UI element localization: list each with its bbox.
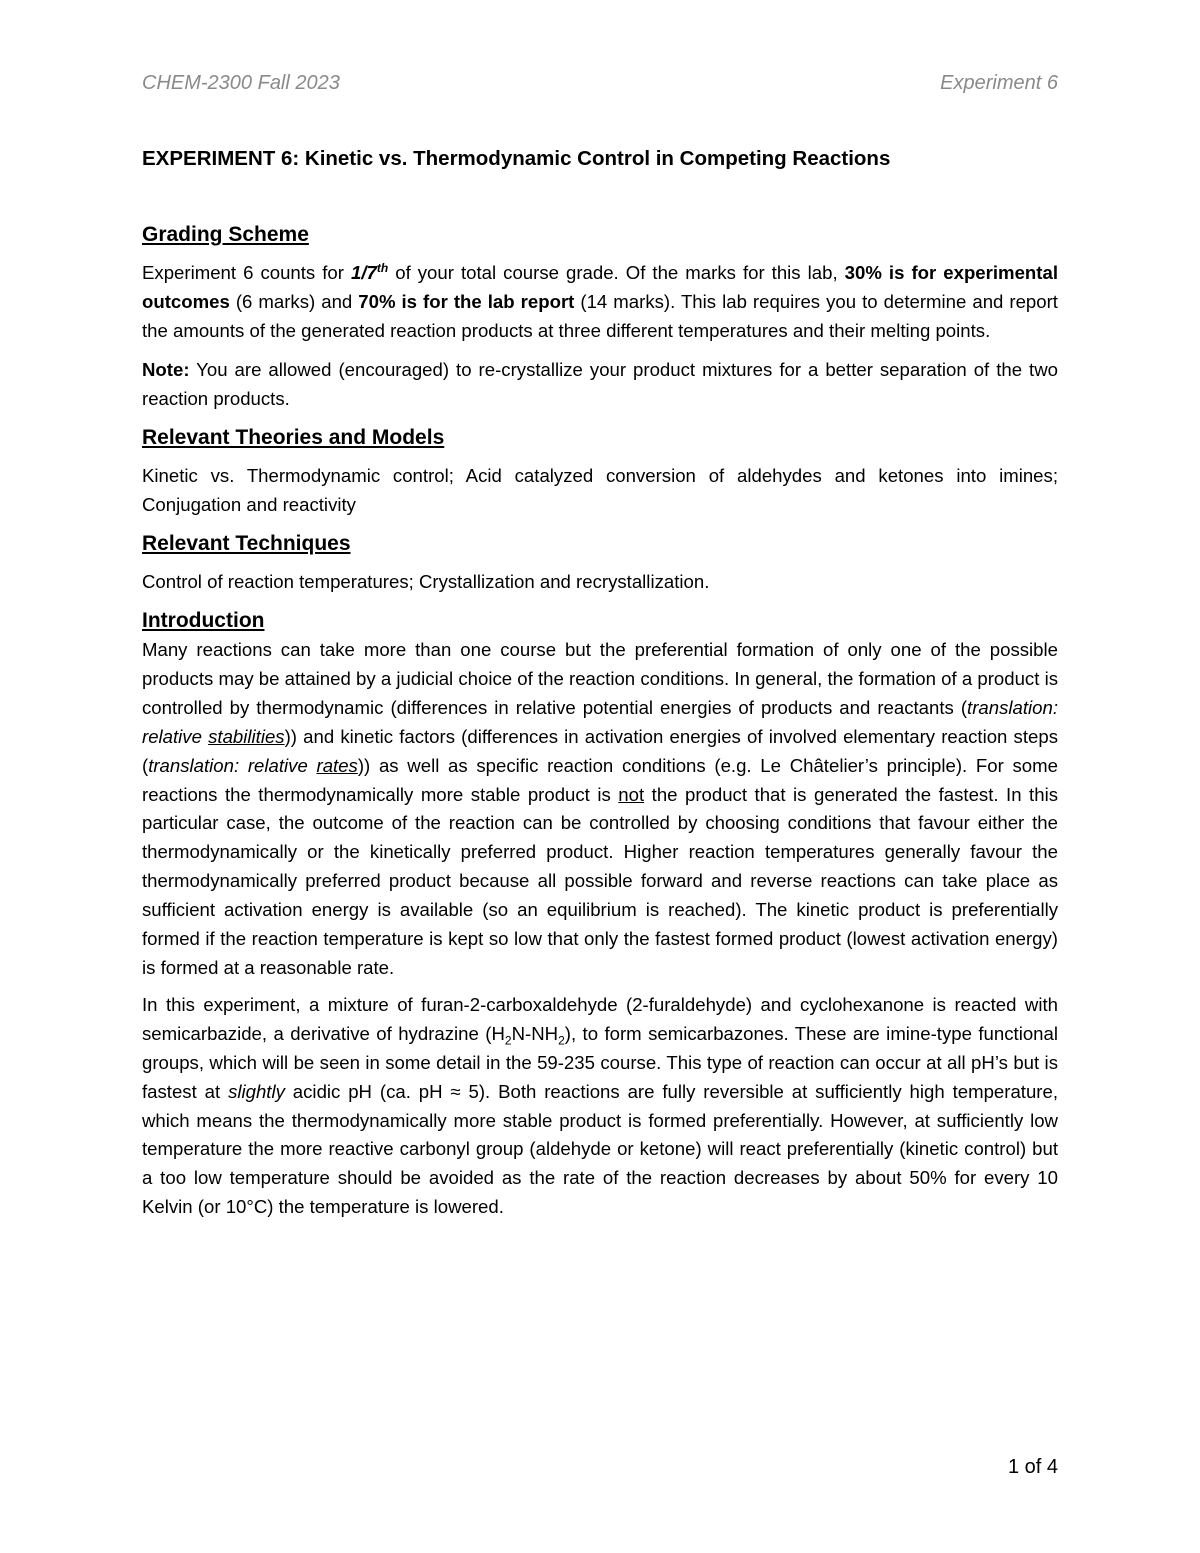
introduction-paragraph-1 (142, 636, 1058, 983)
italic-run (148, 755, 358, 776)
document-body (142, 142, 1058, 1230)
text-run: (6 marks) and (229, 291, 359, 312)
document-title: EXPERIMENT 6: Kinetic vs. Thermodynamic Control in Competing Reactions (142, 147, 891, 170)
text-run: In this experiment, a mixture of furan-2-carboxaldehyde (2-furaldehyde) and cyclohexanone is reacted with semicarbazide, a derivative of hydrazine (H (142, 993, 1058, 1044)
text-run: translation: relative (148, 754, 317, 776)
fraction: 1/7 (351, 262, 377, 283)
section-heading-grading: Grading Scheme (142, 223, 309, 246)
text-run: Experiment 6 counts for (142, 262, 351, 283)
text-run: the product that is generated the fastest. In this particular case, the outcome of the reaction can be controlled by choosing conditions that favour either the thermodynamically or the kinetically preferred product. Higher reaction temperatures generally favour the thermodynamically preferred product because all possible forward and reverse reactions can take place as sufficient activation energy is available (so an equilibrium is reached). The kinetic product is preferentially formed if the reaction temperature is kept so low that only the fastest formed product (lowest activation energy) is formed at a reasonable rate. (142, 783, 1058, 978)
text-run: N-NH (511, 1022, 559, 1044)
text-run: translation: relative (142, 696, 1058, 747)
bold-run: 30% is for experimental outcomes (142, 262, 1058, 312)
bold-run: 70% is for the lab report (358, 291, 575, 312)
subscript: 2 (504, 1033, 512, 1048)
section-heading-techniques: Relevant Techniques (142, 532, 351, 555)
page-header (142, 72, 1058, 102)
header-course: CHEM-2300 Fall 2023 (142, 72, 340, 94)
note-text: You are allowed (encouraged) to re-crystallize your product mixtures for a better separation of the two reaction products. (142, 359, 1058, 409)
text-run: acidic pH (ca. pH ≈ 5). Both reactions are fully reversible at sufficiently high temperature, which means the thermodynamically more stable product is formed preferentially. However, at sufficiently low temperature the more reactive carbonyl group (aldehyde or ketone) will react preferentially (kinetic control) but a too low temperature should be avoided as the rate of the reaction decreases by about 50% for every 10 Kelvin (or 10°C) the temperature is lowered. (142, 1080, 1058, 1218)
text-run: of your total course grade. Of the marks for this lab, (388, 262, 845, 283)
subscript: 2 (558, 1033, 565, 1048)
note-label: Note: (142, 359, 190, 380)
text-run: )) and kinetic factors (differences in activation energies of involved elementary reaction steps ( (142, 725, 1058, 776)
note-paragraph (142, 355, 1058, 413)
underlined-run: stabilities (208, 725, 285, 747)
text-run: )) as well as specific reaction conditions (e.g. Le Châtelier’s principle). For some reactions the thermodynamically more stable product is (142, 754, 1058, 805)
introduction-paragraph-2 (142, 991, 1058, 1222)
theories-paragraph: Kinetic vs. Thermodynamic control; Acid catalyzed conversion of aldehydes and ketones into imines; Conjugation and reactivity (142, 465, 1058, 515)
superscript: th (376, 260, 389, 275)
text-run: Many reactions can take more than one course but the preferential formation of only one of the possible products may be attained by a judicial choice of the reaction conditions. In general, the formation of a product is controlled by thermodynamic (differences in relative potential energies of products and reactants ( (142, 639, 1058, 718)
page-number: 1 of 4 (1007, 1456, 1058, 1478)
underlined-run: not (618, 783, 645, 805)
section-heading-theories: Relevant Theories and Models (142, 426, 445, 449)
section-heading-introduction: Introduction (142, 609, 265, 632)
header-experiment: Experiment 6 (940, 72, 1058, 94)
grading-paragraph (142, 258, 1058, 345)
text-run: (14 marks). This lab requires you to determine and report the amounts of the generated reaction products at three different temperatures and their melting points. (142, 291, 1058, 341)
italic-run: slightly (228, 1080, 285, 1102)
techniques-paragraph: Control of reaction temperatures; Crystallization and recrystallization. (142, 571, 710, 592)
underlined-run: rates (316, 754, 358, 776)
text-run: ), to form semicarbazones. These are imine-type functional groups, which will be seen in some detail in the 59-235 course. This type of reaction can occur at all pH’s but is fastest at (142, 1022, 1058, 1102)
